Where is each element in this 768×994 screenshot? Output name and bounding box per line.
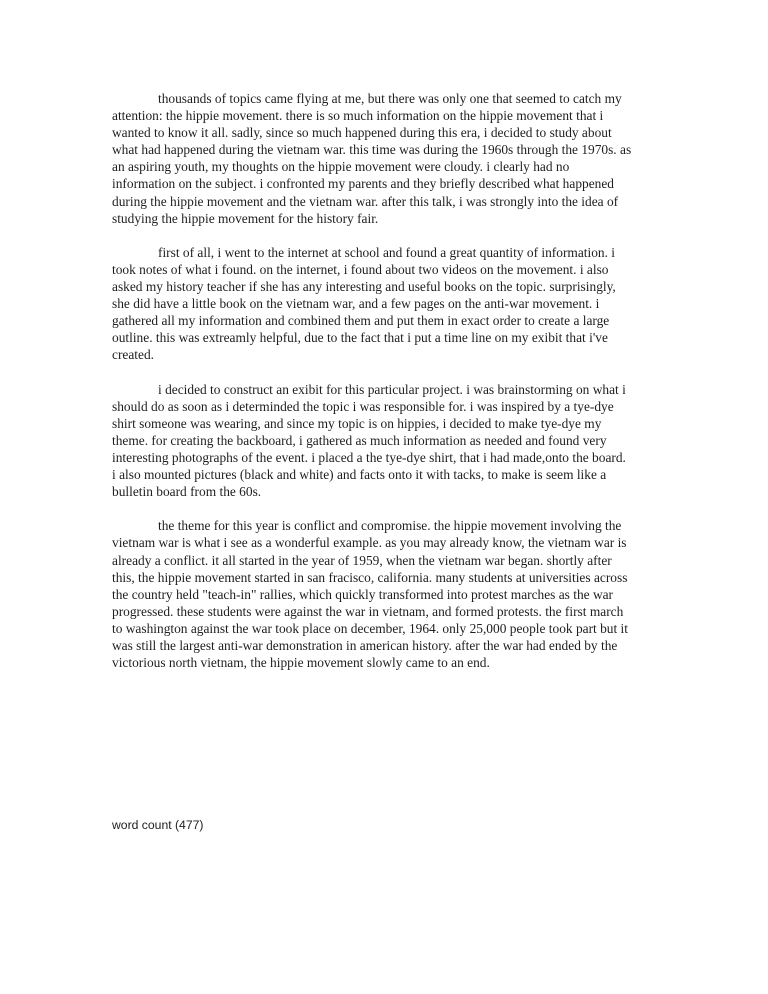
paragraph-3: i decided to construct an exibit for this particular project. i was brainstorming on what i should do as soon as i determinded the topic i was responsible for. i was inspired by a tye-dye shirt someone was wearing, and since my topic is on hippies, i decided to make tye-dye my theme. for creating the backboard, i gathered as much information as needed and found very interesting photographs of the event. i placed a the tye-dye shirt, that i had made,onto the board. i also mounted pictures (black and white) and facts onto it with tacks, to make is seem like a bulletin board from the 60s. [112,381,626,500]
paragraph-4: the theme for this year is conflict and compromise. the hippie movement involving the vietnam war is what i see as a wonderful example. as you may already know, the vietnam war is already a conflict. it all started in the year of 1959, when the vietnam war began. shortly after this, the hippie movement started in san fracisco, california. many students at universities across the country held "teach-in" rallies, which quickly transformed into protest marches as the war progressed. these students were against the war in vietnam, and formed protests. the first march to washington against the war took place on december, 1964. only 25,000 people took part but it was still the largest anti-war demonstration in american history. after the war had ended by the victorious north vietnam, the hippie movement slowly came to an end. [112,518,629,671]
essay-body [112,90,632,688]
paragraph-2: first of all, i went to the internet at school and found a great quantity of information. i took notes of what i found. on the internet, i found about two videos on the movement. i also asked my history teacher if she has any interesting and useful books on the topic. surprisingly, she did have a little book on the vietnam war, and a few pages on the anti-war movement. i gathered all my information and combined them and put them in exact order to create a large outline. this was extreamly helpful, due to the fact that i put a time line on my exibit that i've created. [112,244,616,363]
word-count: word count (477) [112,818,204,832]
paragraph-1: thousands of topics came flying at me, but there was only one that seemed to catch my attention: the hippie movement. there is so much information on the hippie movement that i wanted to know it all. sadly, since so much happened during this era, i decided to study about what had happened during the vietnam war. this time was during the 1960s through the 1970s. as an aspiring youth, my thoughts on the hippie movement were cloudy. i clearly had no information on the subject. i confronted my parents and they briefly described what happened during the hippie movement and the vietnam war. after this talk, i was strongly into the idea of studying the hippie movement for the history fair. [112,91,632,226]
